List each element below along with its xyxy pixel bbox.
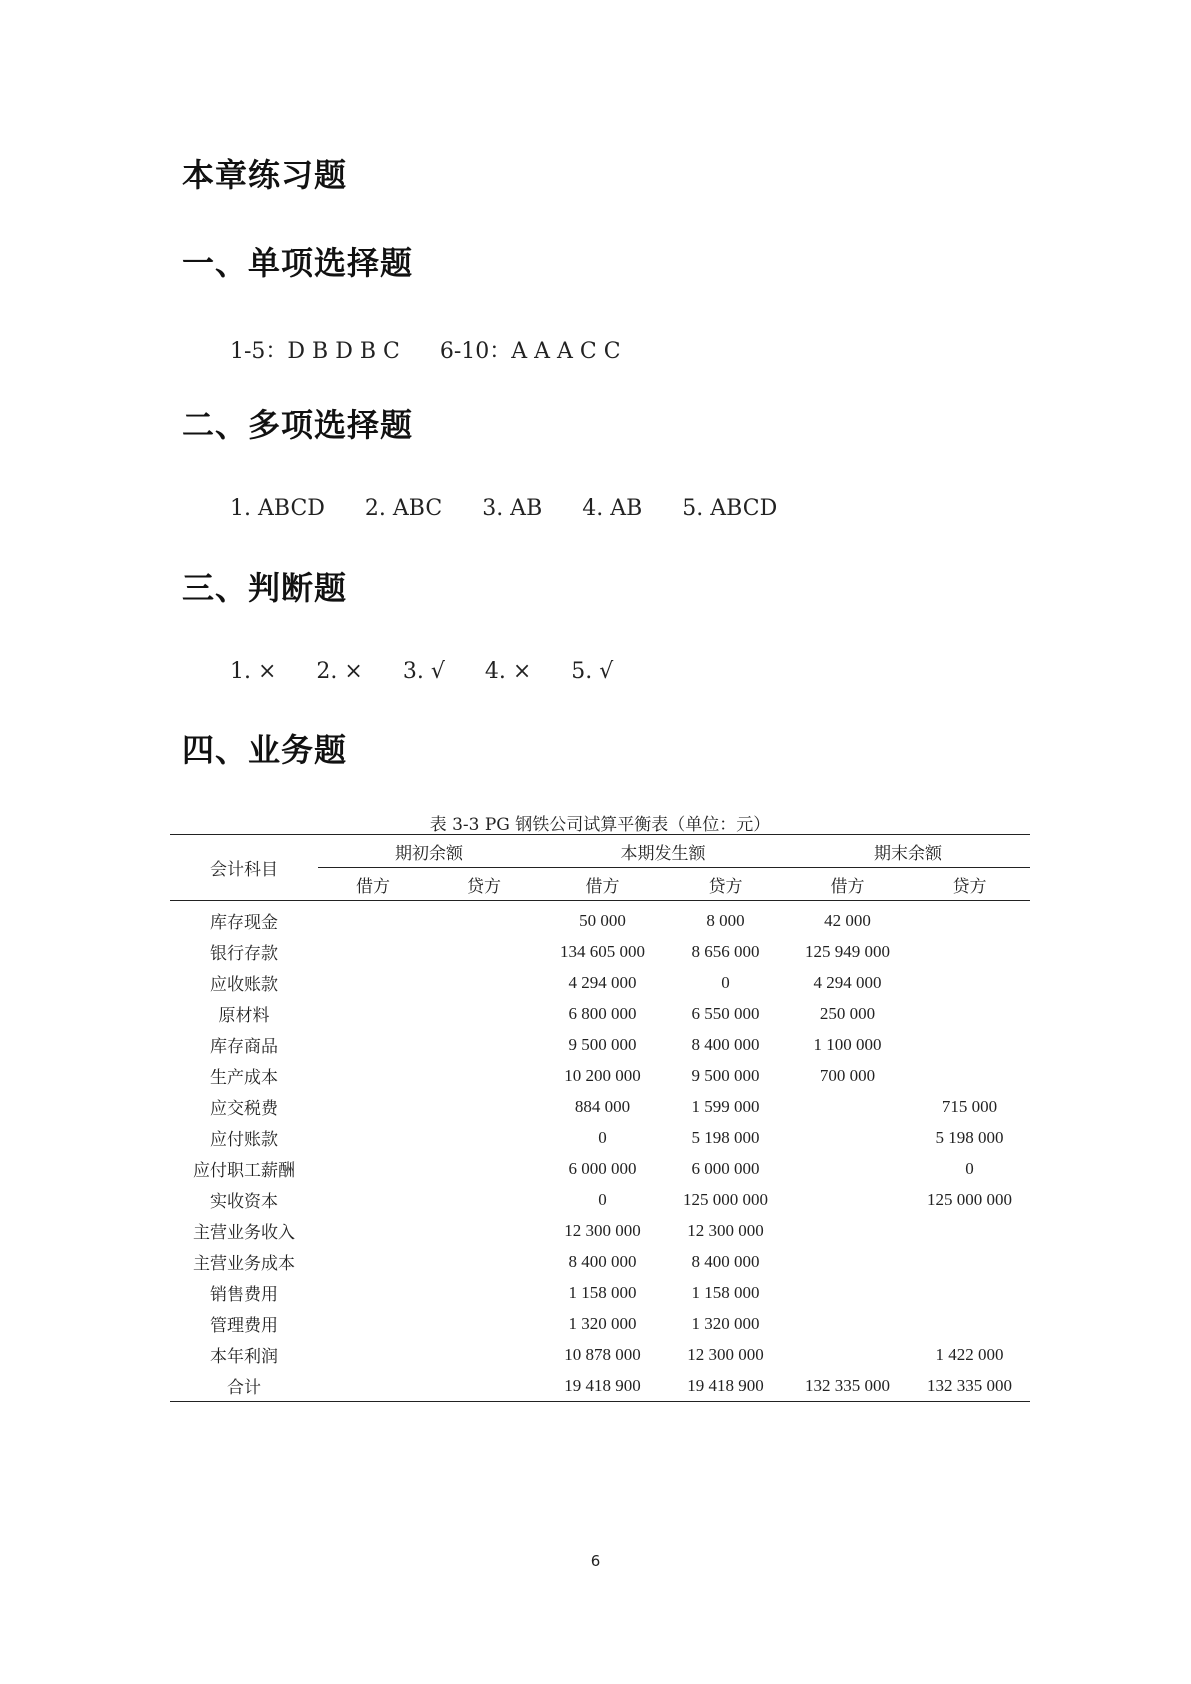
answer-item: 3. √	[402, 659, 445, 684]
amount-cell: 700 000	[819, 1065, 876, 1085]
header-account: 会计科目	[170, 835, 318, 901]
account-name-cell: 销售费用	[210, 1285, 278, 1304]
table-row	[170, 1153, 1030, 1184]
amount-cell	[428, 1308, 540, 1339]
amount-cell: 5 198 000	[935, 1127, 1004, 1147]
amount-cell: 1 100 000	[813, 1034, 882, 1054]
answers-true-false	[230, 659, 653, 684]
amount-cell	[428, 1122, 540, 1153]
amount-cell: 134 605 000	[560, 941, 645, 961]
amount-cell: 0	[965, 1158, 974, 1178]
amount-cell	[786, 1339, 909, 1370]
amount-cell: 6 000 000	[691, 1158, 760, 1178]
amount-cell	[318, 1246, 428, 1277]
amount-cell: 132 335 000	[786, 1370, 909, 1402]
amount-cell	[909, 1060, 1030, 1091]
answer-item: 5. ABCD	[682, 496, 778, 521]
answer-item: 3. AB	[482, 496, 543, 521]
amount-cell: 8 000	[706, 910, 745, 930]
amount-cell	[428, 1153, 540, 1184]
table-row	[170, 1091, 1030, 1122]
amount-cell: 132 335 000	[909, 1370, 1030, 1402]
amount-cell	[318, 1091, 428, 1122]
account-name-cell: 本年利润	[210, 1347, 278, 1366]
amount-cell: 8 400 000	[691, 1251, 760, 1271]
amount-cell	[786, 1215, 909, 1246]
account-name-cell: 应付职工薪酬	[193, 1161, 295, 1180]
page-number: 6	[590, 1552, 601, 1570]
amount-cell	[428, 1184, 540, 1215]
account-name-cell: 库存现金	[210, 913, 278, 932]
amount-cell	[909, 967, 1030, 998]
answer-item: 5. √	[571, 659, 614, 684]
table-row	[170, 1029, 1030, 1060]
amount-cell	[318, 1215, 428, 1246]
answers-multi-choice	[230, 496, 817, 521]
amount-cell: 9 500 000	[691, 1065, 760, 1085]
amount-cell	[318, 967, 428, 998]
amount-cell	[318, 901, 428, 937]
amount-cell: 10 200 000	[564, 1065, 641, 1085]
amount-cell	[428, 967, 540, 998]
amount-cell: 12 300 000	[687, 1344, 764, 1364]
amount-cell	[318, 998, 428, 1029]
amount-cell	[909, 1308, 1030, 1339]
answer-item: 4. AB	[582, 496, 643, 521]
table-row	[170, 1246, 1030, 1277]
amount-cell: 4 294 000	[568, 972, 637, 992]
answer-item: 4. ×	[484, 659, 532, 684]
amount-cell	[909, 1029, 1030, 1060]
page-title: 本章练习题	[182, 156, 348, 194]
amount-cell: 1 158 000	[691, 1282, 760, 1302]
section-heading-single-choice: 一、单项选择题	[182, 244, 414, 282]
amount-cell: 4 294 000	[813, 972, 882, 992]
table-row	[170, 901, 1030, 937]
amount-cell: 42 000	[824, 910, 871, 930]
account-name-cell: 应收账款	[210, 975, 278, 994]
amount-cell	[909, 936, 1030, 967]
amount-cell	[786, 1091, 909, 1122]
amount-cell	[786, 1308, 909, 1339]
amount-cell: 8 656 000	[691, 941, 760, 961]
amount-cell	[909, 1215, 1030, 1246]
amount-cell: 0	[598, 1127, 607, 1147]
amount-cell: 6 800 000	[568, 1003, 637, 1023]
table-row	[170, 1339, 1030, 1370]
header-group-opening: 期初余额	[318, 835, 540, 868]
amount-cell	[318, 1308, 428, 1339]
amount-cell	[909, 901, 1030, 937]
account-name-cell: 管理费用	[210, 1316, 278, 1335]
table-caption: 表 3-3 PG 钢铁公司试算平衡表（单位：元）	[429, 815, 771, 835]
amount-cell	[786, 1184, 909, 1215]
account-name-cell: 主营业务成本	[193, 1254, 295, 1273]
amount-cell: 12 300 000	[687, 1220, 764, 1240]
amount-cell: 0	[598, 1189, 607, 1209]
amount-cell: 19 418 900	[540, 1370, 665, 1402]
amount-cell: 1 320 000	[568, 1313, 637, 1333]
amount-cell: 5 198 000	[691, 1127, 760, 1147]
header-sub: 贷方	[428, 868, 540, 901]
account-name-cell: 主营业务收入	[193, 1223, 295, 1242]
amount-cell	[428, 1277, 540, 1308]
amount-cell	[318, 1370, 428, 1402]
account-name-cell: 实收资本	[210, 1192, 278, 1211]
amount-cell: 125 000 000	[927, 1189, 1012, 1209]
header-sub: 借方	[318, 868, 428, 901]
answer-item: 6-10：A A A C C	[439, 339, 621, 364]
answer-item: 1-5：D B D B C	[230, 339, 400, 364]
amount-cell: 715 000	[941, 1096, 998, 1116]
header-sub: 贷方	[909, 868, 1030, 901]
amount-cell: 125 949 000	[805, 941, 890, 961]
amount-cell	[318, 1184, 428, 1215]
amount-cell	[428, 936, 540, 967]
header-sub: 借方	[540, 868, 665, 901]
amount-cell	[428, 1060, 540, 1091]
amount-cell: 6 000 000	[568, 1158, 637, 1178]
header-group-period: 本期发生额	[540, 835, 786, 868]
amount-cell: 12 300 000	[564, 1220, 641, 1240]
amount-cell: 1 158 000	[568, 1282, 637, 1302]
answer-item: 1. ABCD	[230, 496, 325, 521]
amount-cell	[318, 1060, 428, 1091]
amount-cell: 6 550 000	[691, 1003, 760, 1023]
account-name-cell: 库存商品	[210, 1037, 278, 1056]
table-row	[170, 1370, 1030, 1402]
table-row	[170, 1215, 1030, 1246]
trial-balance-table	[170, 834, 1030, 1402]
amount-cell: 1 422 000	[935, 1344, 1004, 1364]
amount-cell	[428, 1246, 540, 1277]
amount-cell	[786, 1246, 909, 1277]
amount-cell	[428, 998, 540, 1029]
amount-cell	[318, 936, 428, 967]
account-name-cell: 生产成本	[210, 1068, 278, 1087]
table-row	[170, 1308, 1030, 1339]
table-row	[170, 998, 1030, 1029]
account-name-cell: 银行存款	[210, 944, 278, 963]
amount-cell	[318, 1277, 428, 1308]
amount-cell: 0	[721, 972, 730, 992]
amount-cell: 50 000	[579, 910, 626, 930]
answer-item: 2. ABC	[364, 496, 443, 521]
account-name-cell: 合计	[170, 1370, 318, 1402]
amount-cell	[318, 1153, 428, 1184]
amount-cell: 19 418 900	[665, 1370, 786, 1402]
account-name-cell: 原材料	[218, 1006, 270, 1025]
amount-cell	[428, 1339, 540, 1370]
amount-cell	[428, 1029, 540, 1060]
amount-cell	[428, 1215, 540, 1246]
amount-cell: 1 320 000	[691, 1313, 760, 1333]
answer-item: 2. ×	[316, 659, 363, 684]
header-group-closing: 期末余额	[786, 835, 1030, 868]
table-row	[170, 1060, 1030, 1091]
table-row	[170, 1277, 1030, 1308]
table-row	[170, 1122, 1030, 1153]
amount-cell: 9 500 000	[568, 1034, 637, 1054]
amount-cell: 884 000	[574, 1096, 631, 1116]
amount-cell	[909, 998, 1030, 1029]
header-sub: 贷方	[665, 868, 786, 901]
amount-cell	[318, 1339, 428, 1370]
amount-cell	[428, 1091, 540, 1122]
section-heading-multi-choice: 二、多项选择题	[182, 406, 414, 444]
amount-cell: 1 599 000	[691, 1096, 760, 1116]
table-row	[170, 936, 1030, 967]
amount-cell	[909, 1277, 1030, 1308]
account-name-cell: 应交税费	[210, 1099, 278, 1118]
amount-cell: 250 000	[819, 1003, 876, 1023]
amount-cell	[318, 1029, 428, 1060]
amount-cell	[786, 1153, 909, 1184]
amount-cell	[428, 901, 540, 937]
header-sub: 借方	[786, 868, 909, 901]
amount-cell	[318, 1122, 428, 1153]
amount-cell: 10 878 000	[564, 1344, 641, 1364]
amount-cell	[428, 1370, 540, 1402]
amount-cell: 125 000 000	[683, 1189, 768, 1209]
section-heading-business: 四、业务题	[182, 731, 348, 769]
amount-cell	[909, 1246, 1030, 1277]
account-name-cell: 应付账款	[210, 1130, 278, 1149]
section-heading-true-false: 三、判断题	[182, 569, 348, 607]
amount-cell	[786, 1277, 909, 1308]
table-row	[170, 967, 1030, 998]
amount-cell	[786, 1122, 909, 1153]
amount-cell: 8 400 000	[691, 1034, 760, 1054]
table-row	[170, 1184, 1030, 1215]
amount-cell: 8 400 000	[568, 1251, 637, 1271]
answer-item: 1. ×	[230, 659, 277, 684]
answers-single-choice	[230, 334, 661, 365]
